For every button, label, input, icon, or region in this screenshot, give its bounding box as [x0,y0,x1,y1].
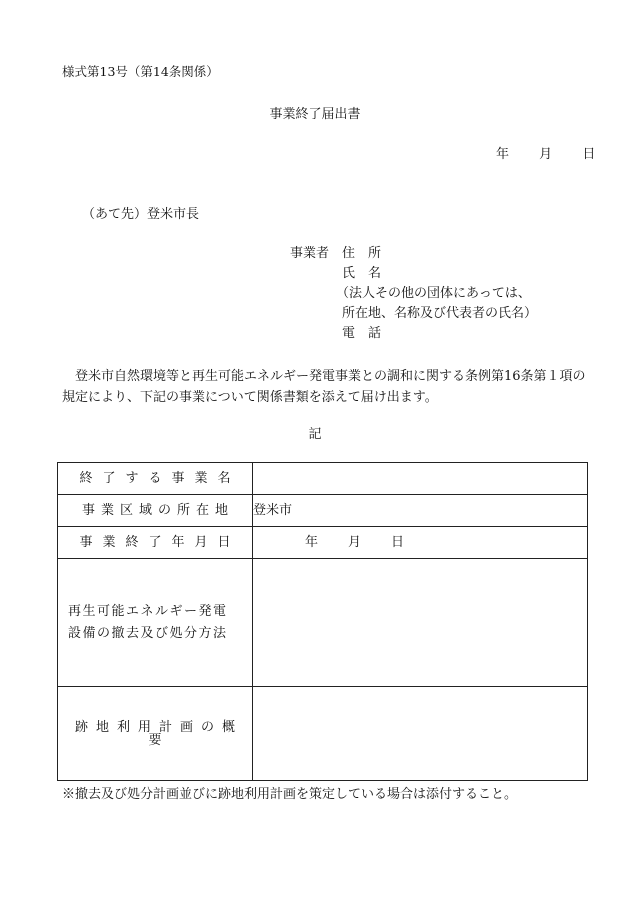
label-removal-method-line2: 設備の撤去及び処分方法 [68,625,228,641]
date-month-label: 月 [539,147,553,162]
label-site-plan: 跡地利用計画の概要 [74,719,243,748]
date-year-label: 年 [496,147,510,162]
input-end-date[interactable] [253,527,588,559]
submission-date [496,148,595,161]
body-text: 登米市自然環境等と再生可能エネルギー発電事業との調和に関する条例第16条第１項の規定により、下記の事業について関係書類を添えて届け出ます。 [62,369,586,405]
corp-note-line1: （法人その他の団体にあっては、 [336,286,531,301]
applicant-role: 事業者 [290,246,330,261]
document-title: 事業終了届出書 [269,107,361,122]
table-label-cell [58,463,253,495]
input-removal-method[interactable] [253,559,588,687]
input-project-name[interactable] [253,463,588,495]
end-date-day: 日 [391,535,405,550]
label-project-name: 終了する事業名 [79,471,241,486]
label-project-location: 事業区域の所在地 [81,503,234,518]
table-row [58,463,588,495]
table-row [58,495,588,527]
form-number: 様式第13号（第14条関係） [62,64,219,79]
name-label: 氏 名 [342,266,382,281]
end-date-month: 月 [348,535,362,550]
table-row [58,559,588,687]
input-site-plan[interactable] [253,687,588,781]
footnote: ※撤去及び処分計画並びに跡地利用計画を策定している場合は添付すること。 [62,787,518,802]
table-label-cell [58,559,253,687]
table-label-cell [58,527,253,559]
ki-heading: 記 [308,427,322,442]
corp-note-line2: 所在地、名称及び代表者の氏名） [342,306,538,321]
address-label: 住 所 [342,246,382,261]
label-removal-method-line1: 再生可能エネルギー発電 [68,603,228,619]
table-row [58,687,588,781]
notification-table [57,462,588,781]
table-label-cell [58,687,253,781]
phone-label: 電 話 [342,326,382,341]
table-label-cell [58,495,253,527]
addressee: （あて先）登米市長 [82,207,200,222]
label-end-date: 事業終了年月日 [79,535,241,550]
input-project-location[interactable]: 登米市 [253,495,588,527]
date-day-label: 日 [582,147,596,162]
end-date-year: 年 [305,535,319,550]
table-row [58,527,588,559]
